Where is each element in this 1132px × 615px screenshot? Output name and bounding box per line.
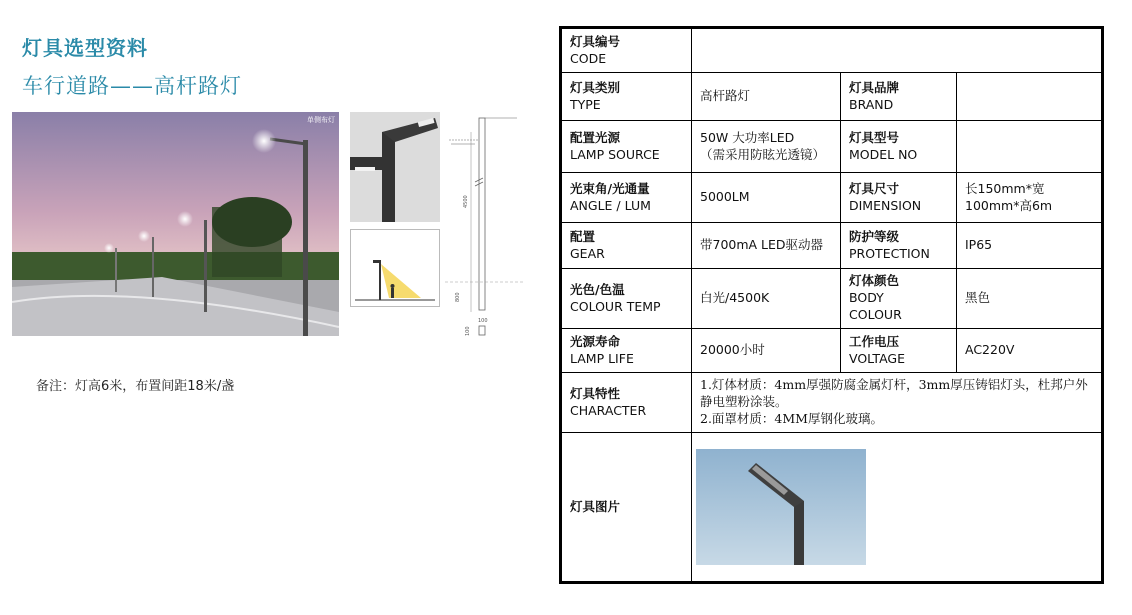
- spec-row-source: [562, 121, 1102, 173]
- light-layout-thumbnail: [350, 229, 440, 307]
- label-en: VOLTAGE: [849, 350, 905, 366]
- label-cn: 光源寿命: [570, 333, 621, 349]
- product-photo: [696, 449, 866, 565]
- label-cn: 灯具类别: [570, 79, 621, 95]
- spec-value: [692, 29, 1102, 73]
- spec-label: [562, 433, 692, 582]
- spec-label: [562, 269, 692, 329]
- label-en: PROTECTION: [849, 245, 930, 261]
- photo-tag: 单侧布灯: [307, 116, 335, 124]
- spec-row-type: [562, 73, 1102, 121]
- spec-value: 5000LM: [692, 173, 841, 223]
- spec-label: [841, 121, 957, 173]
- label-en: LAMP SOURCE: [570, 146, 660, 162]
- spec-row-angle: [562, 173, 1102, 223]
- dim-label-4500: 4500: [463, 195, 469, 208]
- label-cn: 灯具品牌: [849, 79, 900, 95]
- spec-label: [841, 73, 957, 121]
- label-en: CHARACTER: [570, 402, 647, 418]
- spec-row-colourtemp: [562, 269, 1102, 329]
- source-line-2: （需采用防眩光透镜）: [700, 146, 826, 162]
- label-en: BODY: [849, 290, 884, 306]
- spec-label: [562, 329, 692, 373]
- spec-value: [692, 433, 1102, 582]
- spec-value: 黑色: [957, 269, 1102, 329]
- spec-value: IP65: [957, 223, 1102, 269]
- spec-label: [841, 269, 957, 329]
- spec-value: 带700mA LED驱动器: [692, 223, 841, 269]
- spec-label: [562, 373, 692, 433]
- spec-value: 高杆路灯: [692, 73, 841, 121]
- label-en: COLOUR TEMP: [570, 298, 661, 314]
- label-cn: 灯具图片: [570, 498, 621, 514]
- label-cn: 工作电压: [849, 333, 900, 349]
- label-en: BRAND: [849, 96, 894, 112]
- spec-value: [692, 373, 1102, 433]
- spec-value: 白光/4500K: [692, 269, 841, 329]
- spec-value: [957, 73, 1102, 121]
- spec-row-life: [562, 329, 1102, 373]
- label-cn: 光束角/光通量: [570, 180, 650, 196]
- spec-value: 20000小时: [692, 329, 841, 373]
- label-en: GEAR: [570, 245, 605, 261]
- label-en: MODEL NO: [849, 146, 918, 162]
- label-en: DIMENSION: [849, 197, 922, 213]
- spec-label: [562, 223, 692, 269]
- label-cn: 光色/色温: [570, 281, 625, 297]
- spec-table: [559, 26, 1104, 584]
- lamp-head-thumbnail: [350, 112, 440, 222]
- label-cn: 防护等级: [849, 228, 900, 244]
- spec-label: [841, 173, 957, 223]
- dim-label-100-a: 100: [478, 318, 488, 324]
- label-cn: 灯体颜色: [849, 273, 900, 289]
- dim-label-800: 800: [455, 292, 461, 302]
- label-en: COLOUR: [849, 306, 902, 322]
- label-en: TYPE: [570, 96, 601, 112]
- character-line-1: 1.灯体材质：4mm厚强防腐金属灯杆，3mm厚压铸铝灯头，杜邦户外静电塑粉涂装。: [700, 377, 1088, 410]
- source-line-1: 50W 大功率LED: [700, 129, 795, 145]
- label-en: ANGLE / LUM: [570, 197, 651, 213]
- label-cn: 配置: [570, 228, 596, 244]
- pole-dimension-drawing: [445, 112, 525, 342]
- street-photo: [12, 112, 339, 336]
- spec-value: [692, 121, 841, 173]
- dim-label-100-b: 100: [465, 326, 471, 336]
- spec-value: 长150mm*宽100mm*高6m: [957, 173, 1102, 223]
- spec-row-gear: [562, 223, 1102, 269]
- spec-value: AC220V: [957, 329, 1102, 373]
- spec-row-character: [562, 373, 1102, 433]
- spec-row-code: [562, 29, 1102, 73]
- note-text: 备注：灯高6米，布置间距18米/盏: [36, 379, 235, 394]
- page-title: 灯具选型资料: [22, 36, 148, 60]
- page-subtitle: 车行道路——高杆路灯: [22, 74, 242, 98]
- label-cn: 灯具尺寸: [849, 180, 900, 196]
- label-en: LAMP LIFE: [570, 350, 634, 366]
- label-cn: 灯具型号: [849, 129, 900, 145]
- spec-label: [562, 173, 692, 223]
- label-cn: 配置光源: [570, 129, 621, 145]
- character-line-2: 2.面罩材质：4MM厚钢化玻璃。: [700, 410, 883, 426]
- spec-row-picture: [562, 433, 1102, 582]
- spec-label: [562, 29, 692, 73]
- spec-label: [841, 223, 957, 269]
- label-en: CODE: [570, 50, 607, 66]
- spec-label: [562, 73, 692, 121]
- spec-value: [957, 121, 1102, 173]
- spec-label: [562, 121, 692, 173]
- spec-label: [841, 329, 957, 373]
- label-cn: 灯具编号: [570, 33, 621, 49]
- label-cn: 灯具特性: [570, 385, 621, 401]
